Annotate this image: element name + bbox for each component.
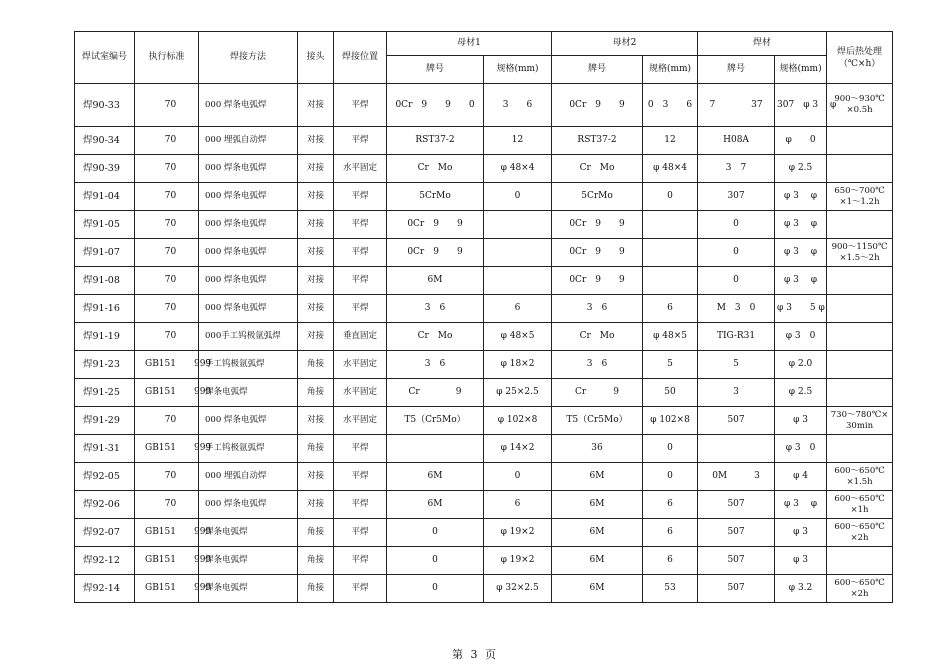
cell-no: 焊92-14	[75, 575, 135, 603]
cell-base2-spec: 6	[643, 519, 698, 547]
cell-no: 焊92-07	[75, 519, 135, 547]
cell-joint: 角接	[298, 351, 334, 379]
cell-filler-spec: φ 3.2	[775, 575, 827, 603]
table-row	[75, 127, 893, 155]
cell-base2-spec	[643, 267, 698, 295]
cell-base1-spec: φ 25×2.5	[484, 379, 552, 407]
cell-standard: 70	[135, 323, 199, 351]
cell-filler-grade: M 3 0	[698, 295, 775, 323]
cell-base1-spec: φ 18×2	[484, 351, 552, 379]
cell-position: 水平固定	[334, 155, 387, 183]
page-number: 第 3 页	[452, 648, 498, 661]
cell-joint: 角接	[298, 435, 334, 463]
cell-filler-spec: φ 4	[775, 463, 827, 491]
cell-filler-spec: φ 2.5	[775, 379, 827, 407]
cell-position: 平焊	[334, 575, 387, 603]
cell-filler-spec: φ 2.5	[775, 155, 827, 183]
table-row	[75, 183, 893, 211]
cell-filler-grade	[698, 435, 775, 463]
cell-pwht	[827, 267, 893, 295]
cell-filler-grade: 0M 3	[698, 463, 775, 491]
cell-base1-grade: T5（Cr5Mo）	[387, 407, 484, 435]
cell-method: 手工钨极氩弧焊	[199, 435, 298, 463]
cell-base1-grade	[387, 435, 484, 463]
cell-filler-spec: φ 3 φ	[775, 239, 827, 267]
cell-joint: 对接	[298, 239, 334, 267]
cell-standard: 70	[135, 463, 199, 491]
cell-filler-grade: 507	[698, 575, 775, 603]
table-row	[75, 267, 893, 295]
cell-no: 焊91-23	[75, 351, 135, 379]
cell-method: 焊条电弧焊	[199, 575, 298, 603]
cell-base1-grade: 3 6	[387, 295, 484, 323]
header-method: 焊接方法	[199, 32, 298, 84]
cell-method: 000 焊条电弧焊	[199, 183, 298, 211]
cell-no: 焊90-39	[75, 155, 135, 183]
cell-base2-grade: Cr 9	[552, 379, 643, 407]
cell-method: 手工钨极氩弧焊	[199, 351, 298, 379]
cell-method: 000 焊条电弧焊	[199, 239, 298, 267]
cell-filler-grade: H08A	[698, 127, 775, 155]
cell-no: 焊92-05	[75, 463, 135, 491]
cell-base1-grade: 3 6	[387, 351, 484, 379]
cell-joint: 对接	[298, 267, 334, 295]
cell-pwht	[827, 323, 893, 351]
cell-filler-spec: φ 3 5 φ	[775, 295, 827, 323]
cell-no: 焊91-07	[75, 239, 135, 267]
cell-base1-spec: φ 32×2.5	[484, 575, 552, 603]
cell-no: 焊91-19	[75, 323, 135, 351]
cell-no: 焊91-31	[75, 435, 135, 463]
cell-method: 000手工钨极氩弧焊	[199, 323, 298, 351]
cell-no: 焊91-29	[75, 407, 135, 435]
cell-base2-grade: 0Cr 9 9	[552, 267, 643, 295]
cell-base2-grade: 0Cr 9 9	[552, 211, 643, 239]
header-pwht: 焊后热处理（℃×h）	[827, 32, 893, 84]
cell-base2-grade: 0Cr 9 9	[552, 84, 643, 127]
table-row	[75, 211, 893, 239]
table-row	[75, 239, 893, 267]
cell-filler-grade: 0	[698, 239, 775, 267]
table-row	[75, 323, 893, 351]
header-filler-spec: 规格(mm)	[775, 56, 827, 84]
cell-standard: 70	[135, 407, 199, 435]
cell-base1-spec: φ 48×5	[484, 323, 552, 351]
cell-no: 焊91-08	[75, 267, 135, 295]
table-header	[75, 32, 893, 84]
cell-base2-spec: φ 48×4	[643, 155, 698, 183]
cell-filler-grade: 3	[698, 379, 775, 407]
cell-method: 000 焊条电弧焊	[199, 491, 298, 519]
cell-joint: 对接	[298, 84, 334, 127]
header-filler: 焊材	[698, 32, 827, 56]
cell-filler-spec: φ 3 φ	[775, 491, 827, 519]
header-standard: 执行标准	[135, 32, 199, 84]
cell-base2-grade: Cr Mo	[552, 323, 643, 351]
cell-filler-grade: 0	[698, 267, 775, 295]
cell-no: 焊92-06	[75, 491, 135, 519]
cell-method: 焊条电弧焊	[199, 379, 298, 407]
cell-filler-spec: φ 3	[775, 519, 827, 547]
cell-joint: 对接	[298, 295, 334, 323]
weld-record-sheet	[74, 31, 892, 603]
cell-base2-grade: 6M	[552, 491, 643, 519]
cell-base1-spec: 0	[484, 463, 552, 491]
cell-filler-spec: φ 2.0	[775, 351, 827, 379]
cell-standard: 70	[135, 491, 199, 519]
table-row	[75, 84, 893, 127]
cell-base1-grade: RST37-2	[387, 127, 484, 155]
cell-no: 焊90-33	[75, 84, 135, 127]
cell-base1-grade: 0Cr 9 9	[387, 211, 484, 239]
cell-filler-spec: φ 3	[775, 407, 827, 435]
cell-base1-spec: 0	[484, 183, 552, 211]
cell-method: 焊条电弧焊	[199, 547, 298, 575]
cell-base1-grade: 6M	[387, 267, 484, 295]
cell-base2-grade: 36	[552, 435, 643, 463]
cell-no: 焊91-16	[75, 295, 135, 323]
cell-base2-spec: 0 3 6	[643, 84, 698, 127]
cell-filler-spec: φ 3 φ	[775, 267, 827, 295]
cell-method: 000 焊条电弧焊	[199, 407, 298, 435]
cell-base2-spec: φ 102×8	[643, 407, 698, 435]
cell-pwht: 650～700℃ ×1～1.2h	[827, 183, 893, 211]
cell-base2-spec: 5	[643, 351, 698, 379]
cell-filler-grade: 0	[698, 211, 775, 239]
cell-filler-spec: φ 3 0	[775, 435, 827, 463]
cell-method: 000 焊条电弧焊	[199, 267, 298, 295]
cell-base2-spec: 6	[643, 547, 698, 575]
cell-base1-grade: 5CrMo	[387, 183, 484, 211]
cell-standard: GB151 999	[135, 519, 199, 547]
cell-pwht	[827, 435, 893, 463]
cell-filler-grade: 3 7	[698, 155, 775, 183]
cell-base2-grade: RST37-2	[552, 127, 643, 155]
cell-standard: 70	[135, 295, 199, 323]
cell-no: 焊91-05	[75, 211, 135, 239]
cell-standard: 70	[135, 155, 199, 183]
cell-position: 平焊	[334, 519, 387, 547]
header-position: 焊接位置	[334, 32, 387, 84]
table-row	[75, 351, 893, 379]
cell-base1-spec: φ 19×2	[484, 547, 552, 575]
cell-standard: GB151 999	[135, 435, 199, 463]
cell-joint: 对接	[298, 407, 334, 435]
cell-base1-grade: 0	[387, 575, 484, 603]
cell-standard: 70	[135, 267, 199, 295]
cell-base2-spec: 53	[643, 575, 698, 603]
cell-base1-grade: Cr Mo	[387, 323, 484, 351]
table-row	[75, 547, 893, 575]
cell-pwht: 600～650℃ ×2h	[827, 575, 893, 603]
cell-no: 焊90-34	[75, 127, 135, 155]
cell-filler-grade: 507	[698, 407, 775, 435]
cell-position: 平焊	[334, 267, 387, 295]
table-row	[75, 435, 893, 463]
cell-joint: 对接	[298, 155, 334, 183]
cell-standard: GB151 999	[135, 547, 199, 575]
cell-filler-spec: φ 3 φ	[775, 211, 827, 239]
cell-base1-grade: 6M	[387, 463, 484, 491]
cell-base1-spec	[484, 267, 552, 295]
cell-standard: 70	[135, 84, 199, 127]
cell-pwht	[827, 155, 893, 183]
cell-base1-grade: 0Cr 9 9 0	[387, 84, 484, 127]
cell-filler-grade: 507	[698, 519, 775, 547]
table-row	[75, 491, 893, 519]
cell-base1-grade: Cr Mo	[387, 155, 484, 183]
cell-base2-grade: 6M	[552, 575, 643, 603]
cell-filler-grade: 7 37	[698, 84, 775, 127]
cell-position: 平焊	[334, 463, 387, 491]
cell-standard: 70	[135, 239, 199, 267]
cell-filler-grade: 5	[698, 351, 775, 379]
cell-method: 000 埋弧自动焊	[199, 463, 298, 491]
cell-base2-grade: 6M	[552, 519, 643, 547]
cell-pwht	[827, 211, 893, 239]
cell-no: 焊91-25	[75, 379, 135, 407]
cell-joint: 角接	[298, 547, 334, 575]
cell-pwht: 730～780℃× 30min	[827, 407, 893, 435]
cell-joint: 角接	[298, 575, 334, 603]
header-base1-grade: 牌号	[387, 56, 484, 84]
cell-pwht: 600～650℃ ×2h	[827, 519, 893, 547]
cell-joint: 对接	[298, 127, 334, 155]
cell-base1-spec	[484, 239, 552, 267]
cell-filler-grade: TIG-R31	[698, 323, 775, 351]
cell-base2-grade: 6M	[552, 463, 643, 491]
table-row	[75, 379, 893, 407]
cell-base1-spec	[484, 211, 552, 239]
cell-method: 000 焊条电弧焊	[199, 295, 298, 323]
cell-base1-grade: 0	[387, 547, 484, 575]
cell-pwht	[827, 351, 893, 379]
cell-filler-grade: 307	[698, 183, 775, 211]
cell-joint: 对接	[298, 491, 334, 519]
cell-base1-grade: 0	[387, 519, 484, 547]
cell-base1-spec: 3 6	[484, 84, 552, 127]
cell-base2-grade: T5（Cr5Mo）	[552, 407, 643, 435]
cell-joint: 对接	[298, 463, 334, 491]
cell-no: 焊92-12	[75, 547, 135, 575]
cell-base2-grade: 0Cr 9 9	[552, 239, 643, 267]
cell-pwht	[827, 379, 893, 407]
cell-position: 平焊	[334, 127, 387, 155]
cell-method: 000 焊条电弧焊	[199, 84, 298, 127]
cell-base1-spec: φ 19×2	[484, 519, 552, 547]
cell-filler-spec: φ 3 φ	[775, 183, 827, 211]
cell-position: 水平固定	[334, 379, 387, 407]
cell-position: 平焊	[334, 435, 387, 463]
cell-standard: 70	[135, 127, 199, 155]
cell-pwht: 900～930℃ ×0.5h	[827, 84, 893, 127]
cell-base2-spec: 12	[643, 127, 698, 155]
header-base-metal-1: 母材1	[387, 32, 552, 56]
cell-position: 平焊	[334, 491, 387, 519]
table-row	[75, 575, 893, 603]
cell-filler-spec: φ 3	[775, 547, 827, 575]
cell-base1-grade: Cr 9	[387, 379, 484, 407]
cell-pwht	[827, 295, 893, 323]
header-base2-spec: 规格(mm)	[643, 56, 698, 84]
cell-position: 平焊	[334, 211, 387, 239]
cell-standard: GB151 999	[135, 575, 199, 603]
cell-position: 水平固定	[334, 351, 387, 379]
cell-base2-spec: 0	[643, 463, 698, 491]
cell-method: 000 焊条电弧焊	[199, 211, 298, 239]
cell-base2-spec: 50	[643, 379, 698, 407]
cell-base2-spec: 0	[643, 435, 698, 463]
cell-base1-spec: 6	[484, 491, 552, 519]
cell-pwht	[827, 127, 893, 155]
cell-base1-grade: 0Cr 9 9	[387, 239, 484, 267]
header-base2-grade: 牌号	[552, 56, 643, 84]
cell-standard: 70	[135, 211, 199, 239]
cell-standard: 70	[135, 183, 199, 211]
cell-position: 水平固定	[334, 407, 387, 435]
cell-position: 平焊	[334, 295, 387, 323]
cell-position: 平焊	[334, 239, 387, 267]
cell-base1-spec: 12	[484, 127, 552, 155]
cell-base1-grade: 6M	[387, 491, 484, 519]
cell-position: 平焊	[334, 84, 387, 127]
cell-base2-grade: 5CrMo	[552, 183, 643, 211]
header-filler-grade: 牌号	[698, 56, 775, 84]
cell-standard: GB151 999	[135, 379, 199, 407]
cell-base2-spec: 6	[643, 491, 698, 519]
header-base-metal-2: 母材2	[552, 32, 698, 56]
cell-joint: 对接	[298, 183, 334, 211]
cell-pwht: 900～1150℃ ×1.5～2h	[827, 239, 893, 267]
table-body	[75, 84, 893, 603]
cell-base2-grade: 3 6	[552, 295, 643, 323]
cell-joint: 角接	[298, 519, 334, 547]
cell-no: 焊91-04	[75, 183, 135, 211]
cell-method: 000 焊条电弧焊	[199, 155, 298, 183]
cell-position: 垂直固定	[334, 323, 387, 351]
cell-base1-spec: φ 48×4	[484, 155, 552, 183]
table-row	[75, 407, 893, 435]
cell-method: 000 埋弧自动焊	[199, 127, 298, 155]
cell-position: 平焊	[334, 183, 387, 211]
cell-pwht	[827, 547, 893, 575]
cell-base2-spec: φ 48×5	[643, 323, 698, 351]
cell-filler-grade: 507	[698, 547, 775, 575]
table-row	[75, 155, 893, 183]
cell-filler-spec: φ 3 0	[775, 323, 827, 351]
cell-base1-spec: 6	[484, 295, 552, 323]
cell-joint: 对接	[298, 211, 334, 239]
cell-filler-spec: φ 0	[775, 127, 827, 155]
header-joint: 接头	[298, 32, 334, 84]
header-no: 焊试室编号	[75, 32, 135, 84]
cell-method: 焊条电弧焊	[199, 519, 298, 547]
table-row	[75, 463, 893, 491]
cell-base2-spec: 6	[643, 295, 698, 323]
cell-base1-spec: φ 14×2	[484, 435, 552, 463]
cell-pwht: 600～650℃ ×1.5h	[827, 463, 893, 491]
header-base1-spec: 规格(mm)	[484, 56, 552, 84]
cell-filler-grade: 507	[698, 491, 775, 519]
table-row	[75, 519, 893, 547]
table-row	[75, 295, 893, 323]
cell-joint: 对接	[298, 323, 334, 351]
cell-joint: 角接	[298, 379, 334, 407]
cell-standard: GB151 999	[135, 351, 199, 379]
cell-base2-grade: 3 6	[552, 351, 643, 379]
cell-base2-spec	[643, 211, 698, 239]
cell-base2-spec	[643, 239, 698, 267]
cell-position: 平焊	[334, 547, 387, 575]
cell-base2-spec: 0	[643, 183, 698, 211]
cell-base1-spec: φ 102×8	[484, 407, 552, 435]
cell-pwht: 600～650℃ ×1h	[827, 491, 893, 519]
cell-base2-grade: Cr Mo	[552, 155, 643, 183]
weld-record-table	[74, 31, 893, 603]
cell-filler-spec: 307 φ 3 φ	[775, 84, 827, 127]
cell-base2-grade: 6M	[552, 547, 643, 575]
